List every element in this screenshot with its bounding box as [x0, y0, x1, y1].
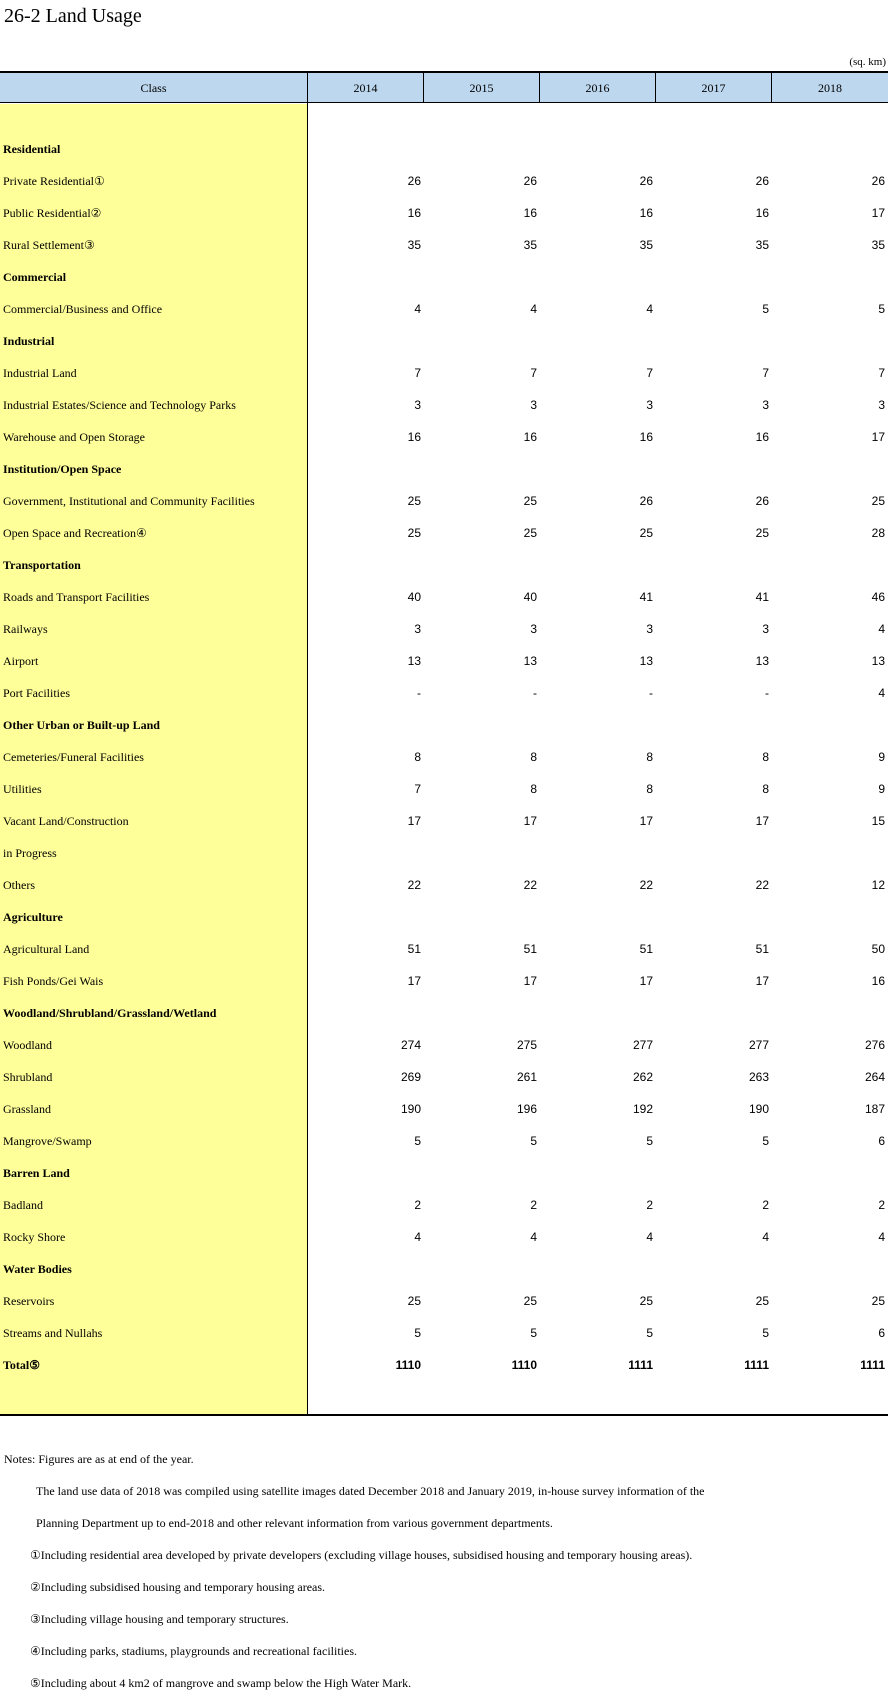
cell-value: [709, 709, 769, 741]
cell-value: 13: [407, 654, 421, 668]
cell-value: 187: [864, 1102, 885, 1116]
cell-value: [361, 261, 421, 293]
row-label: Public Residential②: [3, 206, 102, 220]
cell-value: 35: [407, 238, 421, 252]
cell-value: [361, 709, 421, 741]
cell-value: 17: [523, 814, 537, 828]
row-label: Transportation: [3, 558, 81, 572]
cell-value: 26: [407, 174, 421, 188]
cell-value: 15: [871, 814, 885, 828]
cell-value: 3: [762, 622, 769, 636]
section-heading-row: [0, 1157, 888, 1189]
cell-value: 25: [523, 1294, 537, 1308]
section-heading-row: [0, 453, 888, 485]
row-label: Mangrove/Swamp: [3, 1134, 92, 1148]
cell-value: [361, 549, 421, 581]
row-label: Rocky Shore: [3, 1230, 66, 1244]
cell-value: 1111: [628, 1358, 653, 1372]
cell-value: 6: [878, 1134, 885, 1148]
cell-value: [361, 325, 421, 357]
cell-value: 35: [523, 238, 537, 252]
cell-value: 26: [639, 174, 653, 188]
cell-value: 190: [748, 1102, 769, 1116]
header-year-2014: 2014: [307, 73, 423, 103]
cell-value: 192: [632, 1102, 653, 1116]
cell-value: [709, 325, 769, 357]
row-label: Commercial: [3, 270, 67, 284]
cell-value: [709, 837, 769, 869]
table-row: [0, 773, 888, 805]
cell-value: 35: [755, 238, 769, 252]
cell-value: [477, 453, 537, 485]
cell-value: 13: [523, 654, 537, 668]
cell-value: [477, 709, 537, 741]
cell-value: 26: [871, 174, 885, 188]
cell-value: 1111: [860, 1358, 885, 1372]
cell-value: 5: [530, 1134, 537, 1148]
cell-value: 16: [407, 430, 421, 444]
section-heading-row: [0, 709, 888, 741]
table-header: [0, 71, 888, 103]
row-label: Vacant Land/Construction: [3, 814, 129, 828]
cell-value: [477, 325, 537, 357]
row-label: in Progress: [3, 846, 57, 860]
cell-value: 4: [878, 1230, 885, 1244]
cell-value: [477, 837, 537, 869]
cell-value: [593, 837, 653, 869]
cell-value: 277: [632, 1038, 653, 1052]
cell-value: [709, 453, 769, 485]
cell-value: 51: [755, 942, 769, 956]
cell-value: 51: [407, 942, 421, 956]
table-body: [0, 133, 888, 1381]
table-row: [0, 517, 888, 549]
cell-value: 4: [414, 302, 421, 316]
cell-value: 3: [530, 622, 537, 636]
cell-value: 275: [516, 1038, 537, 1052]
cell-value: 7: [414, 782, 421, 796]
note-line: The land use data of 2018 was compiled using satellite images dated December 2018 and January 2019, in-house survey information of the: [36, 1484, 705, 1498]
cell-value: 9: [878, 782, 885, 796]
cell-value: 13: [639, 654, 653, 668]
header-year-2017: 2017: [655, 73, 771, 103]
cell-value: 22: [407, 878, 421, 892]
cell-value: [709, 1157, 769, 1189]
table-row: [0, 1061, 888, 1093]
section-heading-row: [0, 549, 888, 581]
table-row: [0, 357, 888, 389]
cell-value: 5: [414, 1134, 421, 1148]
row-label: Open Space and Recreation④: [3, 526, 147, 540]
note-line: ④Including parks, stadiums, playgrounds and recreational facilities.: [30, 1644, 357, 1658]
cell-value: 40: [407, 590, 421, 604]
table-row: [0, 389, 888, 421]
note-line: ①Including residential area developed by private developers (excluding village houses, subsidised housing and temporary housing areas).: [30, 1548, 693, 1562]
cell-value: 17: [407, 974, 421, 988]
cell-value: 4: [762, 1230, 769, 1244]
cell-value: [593, 261, 653, 293]
section-heading-row: [0, 997, 888, 1029]
table-row: [0, 1029, 888, 1061]
cell-value: 22: [639, 878, 653, 892]
cell-value: 6: [878, 1326, 885, 1340]
cell-value: 264: [864, 1070, 885, 1084]
cell-value: [709, 261, 769, 293]
cell-value: [825, 325, 885, 357]
cell-value: 25: [755, 526, 769, 540]
cell-value: 13: [871, 654, 885, 668]
table-row: [0, 1093, 888, 1125]
cell-value: 16: [755, 206, 769, 220]
row-label: Fish Ponds/Gei Wais: [3, 974, 104, 988]
cell-value: [593, 709, 653, 741]
row-label: Water Bodies: [3, 1262, 72, 1276]
table-row: [0, 869, 888, 901]
table-row: [0, 229, 888, 261]
note-line: ②Including subsidised housing and temporary housing areas.: [30, 1580, 326, 1594]
cell-value: 17: [523, 974, 537, 988]
cell-value: 274: [400, 1038, 421, 1052]
row-label: Streams and Nullahs: [3, 1326, 103, 1340]
cell-value: 4: [646, 302, 653, 316]
table-row: [0, 965, 888, 997]
cell-value: 2: [414, 1198, 421, 1212]
cell-value: 17: [755, 974, 769, 988]
cell-value: -: [533, 686, 537, 700]
page-title: 26-2 Land Usage: [4, 5, 142, 27]
table-row: [0, 421, 888, 453]
cell-value: 3: [414, 622, 421, 636]
cell-value: 17: [871, 206, 885, 220]
cell-value: 46: [871, 590, 885, 604]
table-row: [0, 293, 888, 325]
cell-value: 5: [762, 1326, 769, 1340]
cell-value: [361, 901, 421, 933]
cell-value: 16: [523, 430, 537, 444]
row-label: Government, Institutional and Community Facilities: [3, 494, 255, 508]
section-heading-row: [0, 325, 888, 357]
row-label: Private Residential①: [3, 174, 105, 188]
row-label: Warehouse and Open Storage: [3, 430, 145, 444]
cell-value: [477, 1253, 537, 1285]
cell-value: [825, 453, 885, 485]
cell-value: 25: [407, 494, 421, 508]
section-heading-row: [0, 261, 888, 293]
table-row: [0, 197, 888, 229]
cell-value: [477, 1157, 537, 1189]
cell-value: [361, 997, 421, 1029]
table-row: [0, 1221, 888, 1253]
table-row: [0, 613, 888, 645]
cell-value: [593, 133, 653, 165]
cell-value: [709, 549, 769, 581]
cell-value: 51: [639, 942, 653, 956]
table-row: [0, 1285, 888, 1317]
row-label: Cemeteries/Funeral Facilities: [3, 750, 144, 764]
table-row: [0, 805, 888, 837]
cell-value: 28: [871, 526, 885, 540]
cell-value: 26: [755, 174, 769, 188]
cell-value: [477, 549, 537, 581]
cell-value: -: [417, 686, 421, 700]
cell-value: 41: [639, 590, 653, 604]
cell-value: 16: [523, 206, 537, 220]
cell-value: 5: [646, 1326, 653, 1340]
cell-value: [825, 133, 885, 165]
row-label: Residential: [3, 142, 61, 156]
cell-value: 1111: [744, 1358, 769, 1372]
cell-value: [825, 549, 885, 581]
row-label: Badland: [3, 1198, 43, 1212]
cell-value: -: [765, 686, 769, 700]
cell-value: 5: [414, 1326, 421, 1340]
land-usage-table: [0, 71, 888, 1416]
cell-value: 26: [523, 174, 537, 188]
row-label: Industrial Estates/Science and Technology Parks: [3, 398, 236, 412]
row-label: Utilities: [3, 782, 42, 796]
cell-value: 5: [646, 1134, 653, 1148]
cell-value: 17: [755, 814, 769, 828]
cell-value: 17: [639, 814, 653, 828]
cell-value: 16: [755, 430, 769, 444]
cell-value: [825, 1253, 885, 1285]
row-label: Agriculture: [3, 910, 63, 924]
cell-value: [593, 549, 653, 581]
table-row: [0, 1189, 888, 1221]
cell-value: 25: [407, 526, 421, 540]
cell-value: [825, 901, 885, 933]
notes-heading: Notes: Figures are as at end of the year.: [4, 1452, 194, 1466]
note-line: ③Including village housing and temporary structures.: [30, 1612, 289, 1626]
cell-value: [593, 325, 653, 357]
cell-value: 16: [639, 206, 653, 220]
cell-value: 25: [871, 1294, 885, 1308]
cell-value: 26: [755, 494, 769, 508]
cell-value: 5: [762, 1134, 769, 1148]
row-label: Rural Settlement③: [3, 238, 95, 252]
cell-value: 4: [878, 686, 885, 700]
cell-value: 8: [530, 750, 537, 764]
cell-value: [477, 261, 537, 293]
cell-value: 35: [871, 238, 885, 252]
cell-value: 25: [639, 1294, 653, 1308]
cell-value: [361, 453, 421, 485]
cell-value: [361, 133, 421, 165]
table-row: [0, 837, 888, 869]
cell-value: 7: [530, 366, 537, 380]
section-heading-row: [0, 133, 888, 165]
cell-value: [593, 901, 653, 933]
cell-value: 4: [530, 1230, 537, 1244]
cell-value: 4: [530, 302, 537, 316]
cell-value: [709, 901, 769, 933]
cell-value: 2: [878, 1198, 885, 1212]
row-label: Industrial: [3, 334, 55, 348]
cell-value: 17: [639, 974, 653, 988]
cell-value: 7: [646, 366, 653, 380]
cell-value: 8: [762, 782, 769, 796]
table-bottom-border: [0, 1414, 888, 1416]
cell-value: 8: [414, 750, 421, 764]
cell-value: 17: [407, 814, 421, 828]
cell-value: 41: [755, 590, 769, 604]
cell-value: 196: [516, 1102, 537, 1116]
table-row: [0, 741, 888, 773]
cell-value: [825, 709, 885, 741]
cell-value: 7: [762, 366, 769, 380]
cell-value: [593, 1157, 653, 1189]
table-row: [0, 165, 888, 197]
cell-value: 3: [646, 622, 653, 636]
cell-value: 50: [871, 942, 885, 956]
header-class: Class: [140, 81, 167, 95]
section-heading-row: [0, 1253, 888, 1285]
cell-value: 25: [523, 526, 537, 540]
header-year-2015: 2015: [423, 73, 539, 103]
cell-value: 5: [762, 302, 769, 316]
cell-value: 2: [762, 1198, 769, 1212]
cell-value: [477, 901, 537, 933]
cell-value: [361, 1157, 421, 1189]
cell-value: 190: [400, 1102, 421, 1116]
table-row: [0, 485, 888, 517]
cell-value: 25: [871, 494, 885, 508]
cell-value: 16: [871, 974, 885, 988]
cell-value: [477, 133, 537, 165]
cell-value: 51: [523, 942, 537, 956]
cell-value: 5: [530, 1326, 537, 1340]
cell-value: 22: [755, 878, 769, 892]
row-label: Woodland/Shrubland/Grassland/Wetland: [3, 1006, 217, 1020]
cell-value: 13: [755, 654, 769, 668]
row-label: Barren Land: [3, 1166, 70, 1180]
table-row: [0, 645, 888, 677]
header-year-2016: 2016: [539, 73, 655, 103]
cell-value: 269: [400, 1070, 421, 1084]
cell-value: [825, 261, 885, 293]
row-label: Woodland: [3, 1038, 53, 1052]
cell-value: 2: [530, 1198, 537, 1212]
cell-value: 1110: [395, 1358, 421, 1372]
cell-value: 3: [414, 398, 421, 412]
cell-value: 40: [523, 590, 537, 604]
cell-value: [477, 997, 537, 1029]
cell-value: 262: [632, 1070, 653, 1084]
cell-value: 25: [523, 494, 537, 508]
cell-value: 35: [639, 238, 653, 252]
total-row: [0, 1349, 888, 1381]
cell-value: [593, 997, 653, 1029]
cell-value: 8: [530, 782, 537, 796]
cell-value: 3: [878, 398, 885, 412]
table-row: [0, 1125, 888, 1157]
cell-value: 8: [762, 750, 769, 764]
row-label: Institution/Open Space: [3, 462, 122, 476]
cell-value: 16: [639, 430, 653, 444]
cell-value: 22: [523, 878, 537, 892]
cell-value: 8: [646, 750, 653, 764]
row-label: Railways: [3, 622, 48, 636]
cell-value: [361, 837, 421, 869]
cell-value: 8: [646, 782, 653, 796]
cell-value: 17: [871, 430, 885, 444]
row-label: Commercial/Business and Office: [3, 302, 163, 316]
cell-value: 2: [646, 1198, 653, 1212]
header-year-2018: 2018: [771, 73, 888, 103]
cell-value: 277: [748, 1038, 769, 1052]
row-label: Total⑤: [3, 1358, 40, 1372]
row-label: Shrubland: [3, 1070, 53, 1084]
cell-value: 25: [639, 526, 653, 540]
cell-value: 4: [878, 622, 885, 636]
note-line: Planning Department up to end-2018 and other relevant information from various government departments.: [36, 1516, 553, 1530]
cell-value: 5: [878, 302, 885, 316]
cell-value: 16: [407, 206, 421, 220]
cell-value: 276: [864, 1038, 885, 1052]
cell-value: 26: [639, 494, 653, 508]
table-row: [0, 933, 888, 965]
row-label: Industrial Land: [3, 366, 77, 380]
cell-value: -: [649, 686, 653, 700]
row-label: Other Urban or Built-up Land: [3, 718, 160, 732]
row-label: Agricultural Land: [3, 942, 90, 956]
cell-value: 25: [407, 1294, 421, 1308]
row-label: Grassland: [3, 1102, 51, 1116]
row-label: Airport: [3, 654, 39, 668]
table-row: [0, 1317, 888, 1349]
cell-value: 1110: [511, 1358, 537, 1372]
cell-value: 12: [871, 878, 885, 892]
cell-value: [709, 1253, 769, 1285]
cell-value: [825, 1157, 885, 1189]
cell-value: [709, 997, 769, 1029]
row-label: Roads and Transport Facilities: [3, 590, 150, 604]
unit-label: (sq. km): [849, 56, 886, 68]
cell-value: 3: [646, 398, 653, 412]
cell-value: 3: [530, 398, 537, 412]
cell-value: 25: [755, 1294, 769, 1308]
cell-value: [825, 997, 885, 1029]
cell-value: [709, 133, 769, 165]
note-line: ⑤Including about 4 km2 of mangrove and swamp below the High Water Mark.: [30, 1676, 412, 1690]
cell-value: 7: [414, 366, 421, 380]
table-row: [0, 581, 888, 613]
row-label: Reservoirs: [3, 1294, 55, 1308]
cell-value: [361, 1253, 421, 1285]
cell-value: [825, 837, 885, 869]
cell-value: 7: [878, 366, 885, 380]
cell-value: 4: [646, 1230, 653, 1244]
cell-value: 261: [516, 1070, 537, 1084]
section-heading-row: [0, 901, 888, 933]
cell-value: [593, 1253, 653, 1285]
cell-value: 3: [762, 398, 769, 412]
row-label: Others: [3, 878, 35, 892]
cell-value: 9: [878, 750, 885, 764]
table-row: [0, 677, 888, 709]
cell-value: 263: [748, 1070, 769, 1084]
row-label: Port Facilities: [3, 686, 70, 700]
cell-value: [593, 453, 653, 485]
cell-value: 4: [414, 1230, 421, 1244]
